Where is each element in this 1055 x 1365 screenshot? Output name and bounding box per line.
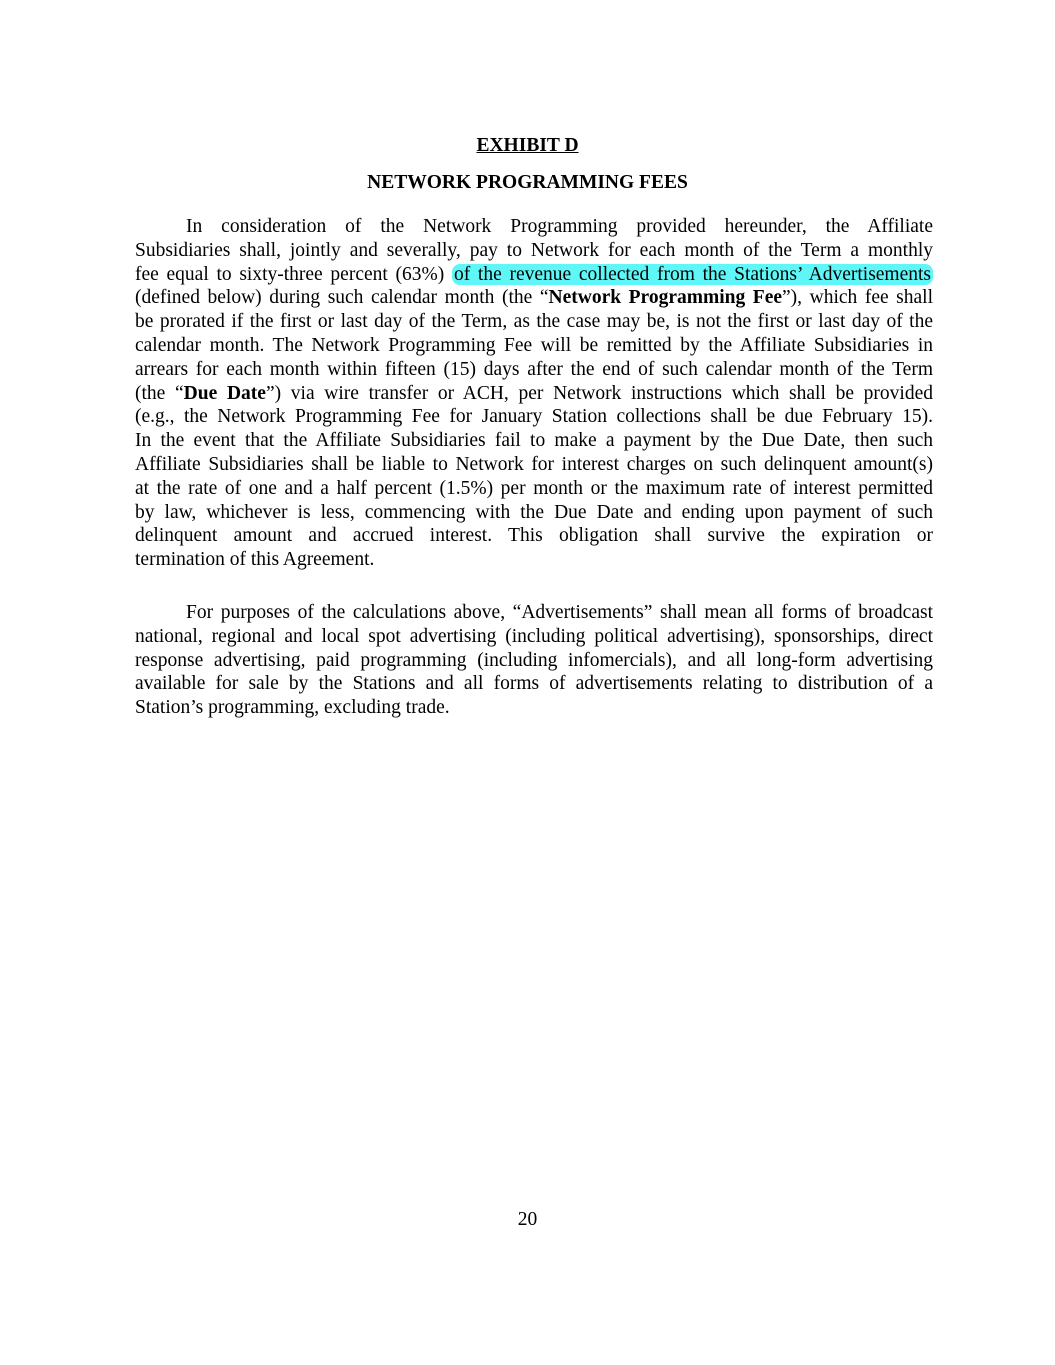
paragraph-line: Subsidiaries shall, jointly and severally, pay to Network for each month of the Term a monthly <box>135 239 933 261</box>
paragraph-line: (e.g., the Network Programming Fee for January Station collections shall be due February 15). <box>135 406 933 428</box>
paragraph-network-programming-fee <box>135 215 933 572</box>
exhibit-subtitle: NETWORK PROGRAMMING FEES <box>367 172 688 193</box>
line-text: ”), which fee shall <box>782 287 934 309</box>
line-text: ”) via wire transfer or ACH, per Network instructions which shall be provided <box>265 382 933 404</box>
defined-term-network-programming-fee: Network Programming Fee <box>548 287 783 309</box>
defined-term-due-date: Due Date <box>183 382 266 404</box>
paragraph-line: For purposes of the calculations above, “Advertisements” shall mean all forms of broadcast <box>186 602 933 623</box>
paragraph-line: calendar month. The Network Programming Fee will be remitted by the Affiliate Subsidiaries in <box>135 334 933 356</box>
paragraph-line <box>135 382 933 406</box>
paragraph-line: delinquent amount and accrued interest. This obligation shall survive the expiration or <box>135 525 933 547</box>
paragraph-line: by law, whichever is less, commencing with the Due Date and ending upon payment of such <box>135 501 933 523</box>
paragraph-advertisements-definition <box>135 601 933 720</box>
paragraph-line: termination of this Agreement. <box>135 549 375 571</box>
paragraph-line <box>135 286 933 310</box>
line-text: (defined below) during such calendar month (the “ <box>135 287 549 309</box>
paragraph-line: In consideration of the Network Programming provided hereunder, the Affiliate <box>186 216 933 237</box>
paragraph-line: In the event that the Affiliate Subsidiaries fail to make a payment by the Due Date, then such <box>135 430 933 452</box>
highlighted-text: of the revenue collected from the Stations’ Advertisements <box>453 263 932 285</box>
paragraph-line: Affiliate Subsidiaries shall be liable to Network for interest charges on such delinquent amount(s) <box>135 453 933 475</box>
paragraph-line: national, regional and local spot advertising (including political advertising), sponsorships, direct <box>135 625 933 647</box>
line-text: (the “ <box>135 382 184 404</box>
exhibit-title: EXHIBIT D <box>476 135 579 156</box>
page-number: 20 <box>517 1209 538 1230</box>
paragraph-line: at the rate of one and a half percent (1.5%) per month or the maximum rate of interest permitted <box>135 477 933 499</box>
paragraph-line: available for sale by the Stations and all forms of advertisements relating to distribution of a <box>135 673 933 695</box>
paragraph-line: be prorated if the first or last day of the Term, as the case may be, is not the first or last day of the <box>135 311 933 333</box>
paragraph-line: arrears for each month within fifteen (15) days after the end of such calendar month of the Term <box>135 358 933 380</box>
line-text: fee equal to sixty-three percent (63%) <box>135 263 445 285</box>
paragraph-line <box>135 263 933 287</box>
paragraph-line: Station’s programming, excluding trade. <box>135 697 450 719</box>
paragraph-line: response advertising, paid programming (including infomercials), and all long-form advertising <box>135 649 933 671</box>
